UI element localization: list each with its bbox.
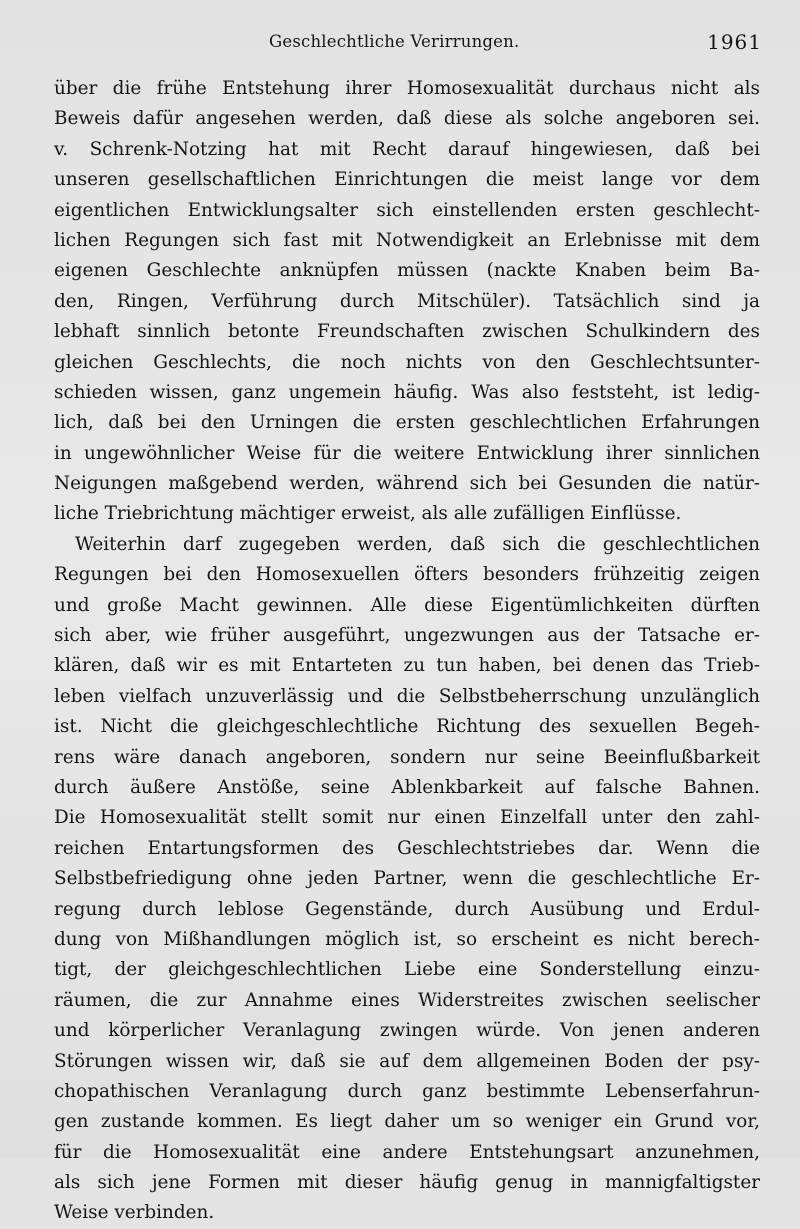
text-line: leben vielfach unzuverlässig und die Selbstbeherrschung unzulänglich — [54, 685, 760, 707]
text-line: Beweis dafür angesehen werden, daß diese als solche angeboren sei. — [54, 108, 760, 130]
text-line: Regungen bei den Homosexuellen öfters besonders frühzeitig zeigen — [54, 564, 760, 586]
text-line: Selbstbefriedigung ohne jeden Partner, wenn die geschlechtliche Er- — [54, 868, 760, 890]
text-line: und große Macht gewinnen. Alle diese Eigentümlichkeiten dürften — [54, 594, 760, 616]
text-line: rens wäre danach angeboren, sondern nur seine Beeinflußbarkeit — [54, 746, 760, 768]
paragraph-start-line: Weiterhin darf zugegeben werden, daß sich die geschlechtlichen — [75, 533, 760, 555]
paragraph-end-line: Weise verbinden. — [54, 1202, 215, 1224]
text-line: räumen, die zur Annahme eines Widerstreites zwischen seelischer — [54, 989, 760, 1011]
text-line: schieden wissen, ganz ungemein häufig. Was also feststeht, ist ledig- — [54, 381, 760, 403]
text-line: klären, daß wir es mit Entarteten zu tun haben, bei denen das Trieb- — [54, 655, 760, 677]
text-line: den, Ringen, Verführung durch Mitschüler). Tatsächlich sind ja — [54, 290, 760, 312]
paragraph-end-line: liche Triebrichtung mächtiger erweist, als alle zufälligen Einflüsse. — [54, 503, 682, 525]
text-line: unseren gesellschaftlichen Einrichtungen die meist lange vor dem — [54, 169, 760, 191]
text-line: und körperlicher Veranlagung zwingen würde. Von jenen anderen — [54, 1020, 760, 1042]
page-header — [54, 32, 762, 58]
text-line: Störungen wissen wir, daß sie auf dem allgemeinen Boden der psy- — [54, 1050, 760, 1072]
text-line: eigentlichen Entwicklungsalter sich einstellenden ersten geschlecht- — [54, 199, 760, 221]
text-line: lich, daß bei den Urningen die ersten geschlechtlichen Erfahrungen — [54, 412, 760, 434]
text-line: gleichen Geschlechts, die noch nichts von den Geschlechtsunter- — [54, 351, 760, 373]
text-line: lichen Regungen sich fast mit Notwendigkeit an Erlebnisse mit dem — [54, 229, 760, 251]
text-line: lebhaft sinnlich betonte Freundschaften zwischen Schulkindern des — [54, 321, 760, 343]
text-line: in ungewöhnlicher Weise für die weitere Entwicklung ihrer sinnlichen — [54, 442, 760, 464]
text-line: reichen Entartungsformen des Geschlechtstriebes dar. Wenn die — [54, 837, 760, 859]
text-line: sich aber, wie früher ausgeführt, ungezwungen aus der Tatsache er- — [54, 625, 760, 647]
text-line: durch äußere Anstöße, seine Ablenkbarkeit auf falsche Bahnen. — [54, 776, 760, 798]
text-line: tigt, der gleichgeschlechtlichen Liebe eine Sonderstellung einzu- — [54, 959, 760, 981]
text-line: als sich jene Formen mit dieser häufig genug in mannigfaltigster — [54, 1172, 760, 1194]
body-text — [54, 74, 760, 1229]
text-line: für die Homosexualität eine andere Entstehungsart anzunehmen, — [54, 1141, 760, 1163]
text-line: gen zustande kommen. Es liegt daher um so weniger ein Grund vor, — [54, 1111, 760, 1133]
text-line: v. Schrenk-Notzing hat mit Recht darauf hingewiesen, daß bei — [54, 138, 760, 160]
text-line: ist. Nicht die gleichgeschlechtliche Richtung des sexuellen Begeh- — [54, 716, 760, 738]
text-line: über die frühe Entstehung ihrer Homosexualität durchaus nicht als — [54, 78, 760, 99]
page-number: 1961 — [707, 30, 762, 54]
text-line: chopathischen Veranlagung durch ganz bestimmte Lebenserfahrun- — [54, 1080, 760, 1102]
text-line: Neigungen maßgebend werden, während sich bei Gesunden die natür- — [54, 473, 760, 495]
text-line: regung durch leblose Gegenstände, durch Ausübung und Erdul- — [54, 898, 760, 920]
text-line: dung von Mißhandlungen möglich ist, so erscheint es nicht berech- — [54, 928, 760, 950]
text-line: eigenen Geschlechte anknüpfen müssen (nackte Knaben beim Ba- — [54, 260, 760, 282]
running-title: Geschlechtliche Verirrungen. — [269, 32, 520, 51]
text-line: Die Homosexualität stellt somit nur einen Einzelfall unter den zahl- — [54, 807, 760, 829]
